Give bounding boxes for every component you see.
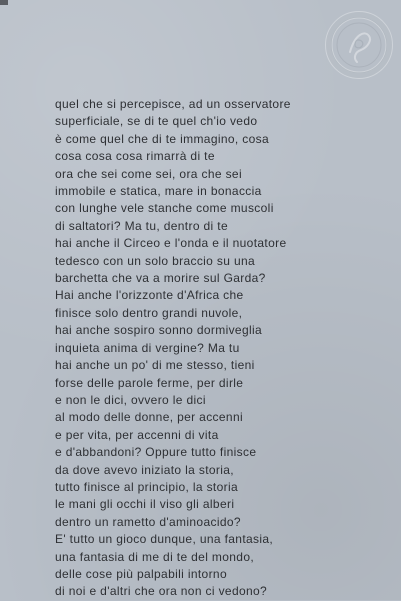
poem-line: immobile e statica, mare in bonaccia [55, 184, 262, 199]
poem-line: da dove avevo iniziato la storia, [55, 462, 234, 477]
poem-line: le mani gli occhi il viso gli alberi [55, 497, 235, 512]
poem-line: finisce solo dentro grandi nuvole, [55, 305, 243, 320]
poem-line: dentro un rametto d'aminoacido? [55, 514, 241, 529]
poem-line: forse delle parole ferme, per dirle [55, 375, 244, 390]
poem-line: ora che sei come sei, ora che sei [55, 166, 242, 181]
poem-line: e d'abbandoni? Oppure tutto finisce [55, 445, 257, 460]
poem-line: delle cose più palpabili intorno [55, 566, 227, 581]
poem-line: barchetta che va a morire sul Garda? [55, 271, 266, 286]
poem-line: e non le dici, ovvero le dici [55, 392, 206, 407]
poem-line: e per vita, per accenni di vita [55, 427, 219, 442]
poem-line: E' tutto un gioco dunque, una fantasia, [55, 532, 274, 547]
poem-text-block [55, 96, 355, 601]
poem-line: cosa cosa cosa rimarrà di te [55, 149, 215, 164]
poem-line: hai anche il Circeo e l'onda e il nuotatore [55, 236, 287, 251]
corner-mark-icon [0, 0, 8, 5]
poem-line: hai anche sospiro sonno dormiveglia [55, 323, 263, 338]
poem-line: superficiale, se di te quel ch'io vedo [55, 114, 258, 129]
poem-line: una fantasia di me di te del mondo, [55, 549, 255, 564]
embossed-seal-icon [325, 11, 393, 79]
poem-line: hai anche un po' di me stesso, tieni [55, 358, 255, 373]
poem-line: quel che si percepisce, ad un osservatore [55, 97, 291, 111]
poem-line: Hai anche l'orizzonte d'Africa che [55, 288, 244, 303]
poem-line: di saltatori? Ma tu, dentro di te [55, 218, 228, 233]
poem-line: tedesco con un solo braccio su una [55, 253, 256, 268]
poem-line: al modo delle donne, per accenni [55, 410, 243, 425]
poem-line: inquieta anima di vergine? Ma tu [55, 340, 240, 355]
poem-line: di noi e d'altri che ora non ci vedono? [55, 584, 268, 599]
poem-line: tutto finisce al principio, la storia [55, 479, 239, 494]
poem-line: è come quel che di te immagino, cosa [55, 131, 270, 146]
poem-line: con lunghe vele stanche come muscoli [55, 201, 274, 216]
